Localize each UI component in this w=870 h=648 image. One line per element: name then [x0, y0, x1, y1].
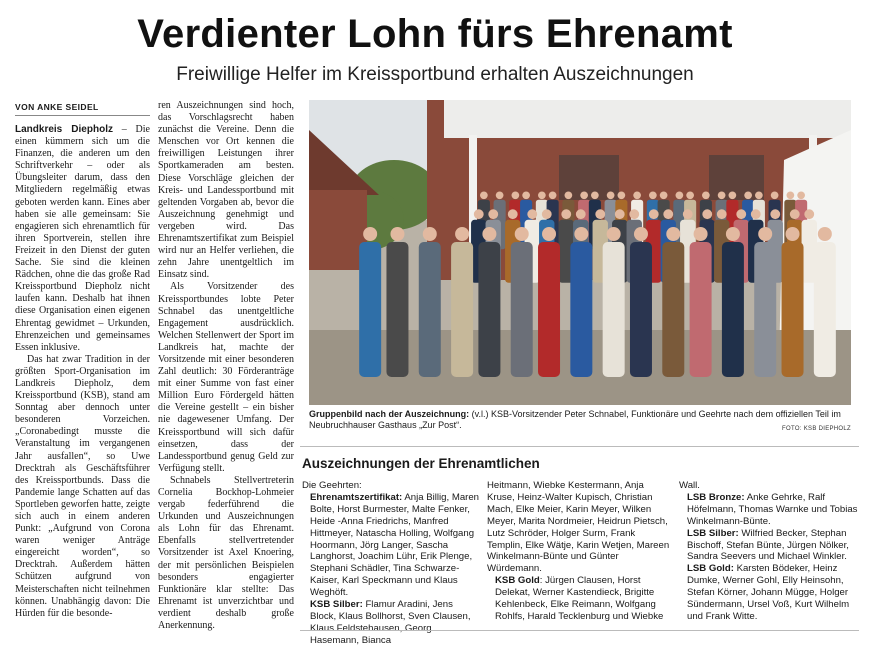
photo-person-head [618, 191, 626, 199]
photo-person-head [527, 209, 537, 219]
awards-column-2 [487, 480, 670, 623]
photo-person-head [565, 191, 573, 199]
photo-person-head [694, 227, 708, 241]
photo-person-head [576, 209, 586, 219]
photo-person-head [797, 191, 805, 199]
photo-person-head [538, 191, 546, 199]
photo-person [630, 242, 652, 377]
award-entry-ksb-silber: KSB Silber: Flamur Aradini, Jens Block, Klaus Bollhorst, Sven Clausen, Klaus Feldstehausen, Georg Hasemann, Bianca [310, 599, 471, 646]
byline: VON ANKE SEIDEL [15, 102, 150, 116]
photo-person-head [595, 209, 605, 219]
photo-person [478, 242, 500, 377]
divider [300, 630, 859, 631]
photo-person [359, 242, 381, 377]
photo-person-head [702, 209, 712, 219]
article-paragraph: Das hat zwar Tradition in der größten Sport-Organisation im Landkreis Diepholz, dem Kreissportbund (KSB), stand am Sonntag aber dennoch unter besonderen Vorzeichen. „Coronabedingt musste die Veranstaltung im vergangenen Jahr ausfallen“, so Uwe Drecktrah als Geschäftsführer des Kreissportbunds. Dass die Pandemie lange Schatten auf das Sportleben geworfen hatte, zeigte sich auch in einem anderen Punkt: „Aufgrund von Corona waren weniger Anträge eingereicht worden“, so Drecktrah. Außerdem hätten Schützen aufgrund von Meisterschaften nicht teilnehmen können. Unabhängig davon: Die Hürden für die besonde- [15, 353, 150, 619]
awards-column-1 [302, 480, 480, 647]
award-entry-continued: Wall. [679, 480, 700, 491]
photo-person-head [634, 227, 648, 241]
photo-person-head [786, 227, 800, 241]
photo-person-head [729, 191, 737, 199]
photo-person-head [736, 209, 746, 219]
photo-wall [309, 190, 367, 270]
photo-person [538, 242, 560, 377]
photo-person-head [515, 227, 529, 241]
caption-text: (v.l.) KSB-Vorsitzender Peter Schnabel, Funktionäre und Geehrte nach dem offiziellen Teil im Neubruchhauser Gasthaus „Zur Post“. [309, 409, 841, 430]
photo-person-head [542, 209, 552, 219]
photo-person-head [607, 227, 621, 241]
photo-canopy [444, 100, 851, 138]
photo-credit: FOTO: KSB DIEPHOLZ [782, 426, 851, 432]
awards-column-3 [679, 480, 861, 623]
photo-person [662, 242, 684, 377]
award-entry-zertifikat: Ehrenamtszertifikat: Anja Billig, Maren Bolte, Horst Burmester, Malte Fenker, Heide -Anna Friedrichs, Manfred Hittmeyer, Natascha Holling, Wolfgang Hoormann, Jörg Langer, Sascha Langhorst, Joachim Lühr, Erik Plenge, Stephani Schädler, Tina Schwarze-Kaiser, Karl Speckmann und Klaus Weghöft. [310, 491, 480, 599]
photo-caption [309, 409, 851, 431]
article-paragraph: Landkreis Diepholz – Die einen kümmern sich um die Finanzen, die anderen um den Schriftverkehr – oder als Übungsleiter darum, dass den Mitgliedern regelmäßig etwas geboten werden kann. Eines aber haben sie alle gemeinsam: Sie engagieren sich ehrenamtlich für ihren Sportverein, stellen ihre Freizeit in den Dienst der guten Sache. Sie sind die kleinen Rädchen, ohne die das große Rad Kreissportbund Diepholz nicht laufen kann. Deshalb hat ihnen diese Organisation einen eigenen Ehrentag gewidmet – Urkunden, Ehrenzeichen und gemeinsames Essen inklusive. [15, 124, 150, 353]
photo-person-head [771, 191, 779, 199]
group-photo [309, 100, 851, 405]
photo-person-head [480, 191, 488, 199]
photo-person-head [633, 191, 641, 199]
photo-person-head [702, 191, 710, 199]
photo-person-head [423, 227, 437, 241]
photo-person-head [818, 227, 832, 241]
photo-person-head [561, 209, 571, 219]
photo-person-head [666, 227, 680, 241]
photo-person-head [751, 209, 761, 219]
photo-person-head [363, 227, 377, 241]
photo-person-head [488, 209, 498, 219]
headline: Verdienter Lohn fürs Ehrenamt [137, 12, 733, 56]
photo-person [570, 242, 592, 377]
photo-person-head [591, 191, 599, 199]
photo-person [511, 242, 533, 377]
photo-person [690, 242, 712, 377]
photo-person-head [686, 191, 694, 199]
photo-person-head [474, 209, 484, 219]
article-column-1 [15, 124, 150, 620]
article-column-2 [158, 100, 294, 632]
divider [300, 446, 859, 447]
photo-person [419, 242, 441, 377]
photo-person-head [580, 191, 588, 199]
article-paragraph: Schnabels Stellvertreterin Cornelia Bockhop-Lohmeier vergab federführend die Urkunden und Auszeichnungen als Lohn für das Ehrenamt. Ebenfalls stellvertretender Vorsitzender ist Axel Knoering, der mit persönlichen Beispielen besonders engagierter Funktionäre klar stellte: Das Ehrenamt ist unverzichtbar und verdient deshalb große Anerkennung. [158, 474, 294, 632]
photo-person-head [770, 209, 780, 219]
article-paragraph: Als Vorsitzender des Kreissportbundes lobte Peter Schnabel das unentgeltliche Engagement ausdrücklich. Welchen Stellenwert der Sport im Landkreis hat, machte der Vorsitzende mit einer besonderen Zahl deutlich: 30 Förderanträge mit einer Summe von fast einer Million Euro Fördergeld hätten die Vereine gestellt – ein bisher nie dagewesener Umfang. Der Kreissportbund will sich dafür einsetzen, dass der Landessportbund genug Geld zur Verfügung stellt. [158, 281, 294, 474]
award-entry-lsb-bronze: LSB Bronze: Anke Gehrke, Ralf Höfelmann, Thomas Warnke und Tobias Winkelmann-Bünte. [687, 491, 858, 527]
photo-person [386, 242, 408, 377]
photo-person-head [508, 209, 518, 219]
photo-person-head [649, 209, 659, 219]
award-entry-continued: Heitmann, Wiebke Kestermann, Anja Kruse, Heinz-Walter Kupisch, Christian Mach, Elke Meier, Karin Meyer, Wilken Meyer, Marita Nordmeier, Heidrun Pietsch, Lutz Schröder, Holger Surm, Frank Templin, Elke Wätje, Karin Wetjen, Mareen Winkelmann-Bünte und Günter Würdemann. [487, 480, 670, 575]
photo-person-head [390, 227, 404, 241]
photo-person-head [512, 191, 520, 199]
photo-person-head [574, 227, 588, 241]
photo-person-head [676, 191, 684, 199]
photo-person-head [455, 227, 469, 241]
photo-person-head [522, 191, 530, 199]
photo-person [603, 242, 625, 377]
photo-person-head [660, 191, 668, 199]
photo-person [814, 242, 836, 377]
photo-person [722, 242, 744, 377]
photo-person-head [683, 209, 693, 219]
photo-person-head [787, 191, 795, 199]
photo-person-head [718, 191, 726, 199]
photo-person-head [663, 209, 673, 219]
photo-person-head [496, 191, 504, 199]
article-paragraph: ren Auszeichnungen sind hoch, das Vorschlagsrecht haben zunächst die Vereine. Denn die Menschen vor Ort kennen die freiwilligen Leistungen ihrer Sportkameraden am besten. Diese Vorschläge gleichen der Kreis- und Landessportbund mit geltenden Vorgaben ab, bevor die Auszeichnung genehmigt und vergeben wird. Das Ehrenamtszertifikat zum Beispiel wird nur an Helfer verliehen, die zehn Jahre unentgeltlich im Einsatz sind. [158, 100, 294, 281]
photo-person-head [542, 227, 556, 241]
photo-person [451, 242, 473, 377]
photo-person-head [717, 209, 727, 219]
photo-person-head [649, 191, 657, 199]
awards-intro: Die Geehrten: [302, 480, 362, 491]
photo-person-head [629, 209, 639, 219]
caption-label: Gruppenbild nach der Auszeichnung: [309, 409, 470, 419]
photo-person [754, 242, 776, 377]
dateline: Landkreis Diepholz [15, 124, 113, 135]
photo-person-head [755, 191, 763, 199]
award-entry-lsb-silber: LSB Silber: Wilfried Becker, Stephan Bischoff, Stefan Bünte, Jürgen Nölker, Sandra Seevers und Michael Winkler. [687, 527, 849, 563]
award-entry-lsb-gold: LSB Gold: Karsten Bödeker, Heinz Dumke, Werner Gohl, Elly Heinsohn, Stefan Körner, Johann Mügge, Holger Sündermann, Ursel Voß, Kurt Wilhelm und Frank Witte. [687, 563, 850, 622]
subheadline: Freiwillige Helfer im Kreissportbund erhalten Auszeichnungen [176, 64, 694, 85]
photo-person-head [482, 227, 496, 241]
awards-title: Auszeichnungen der Ehrenamtlichen [302, 456, 540, 471]
photo-person-head [549, 191, 557, 199]
photo-person-head [804, 209, 814, 219]
photo-person-head [607, 191, 615, 199]
award-entry-ksb-gold: KSB Gold: Jürgen Clausen, Horst Delekat, Werner Kastendieck, Brigitte Kehlenbeck, Elke Reimann, Wolfgang Rohlfs, Harald Tecklenburg und Wiebke [495, 575, 664, 622]
photo-person-head [615, 209, 625, 219]
photo-person-head [758, 227, 772, 241]
photo-person-head [744, 191, 752, 199]
photo-person-head [726, 227, 740, 241]
photo-person [782, 242, 804, 377]
photo-person-head [790, 209, 800, 219]
